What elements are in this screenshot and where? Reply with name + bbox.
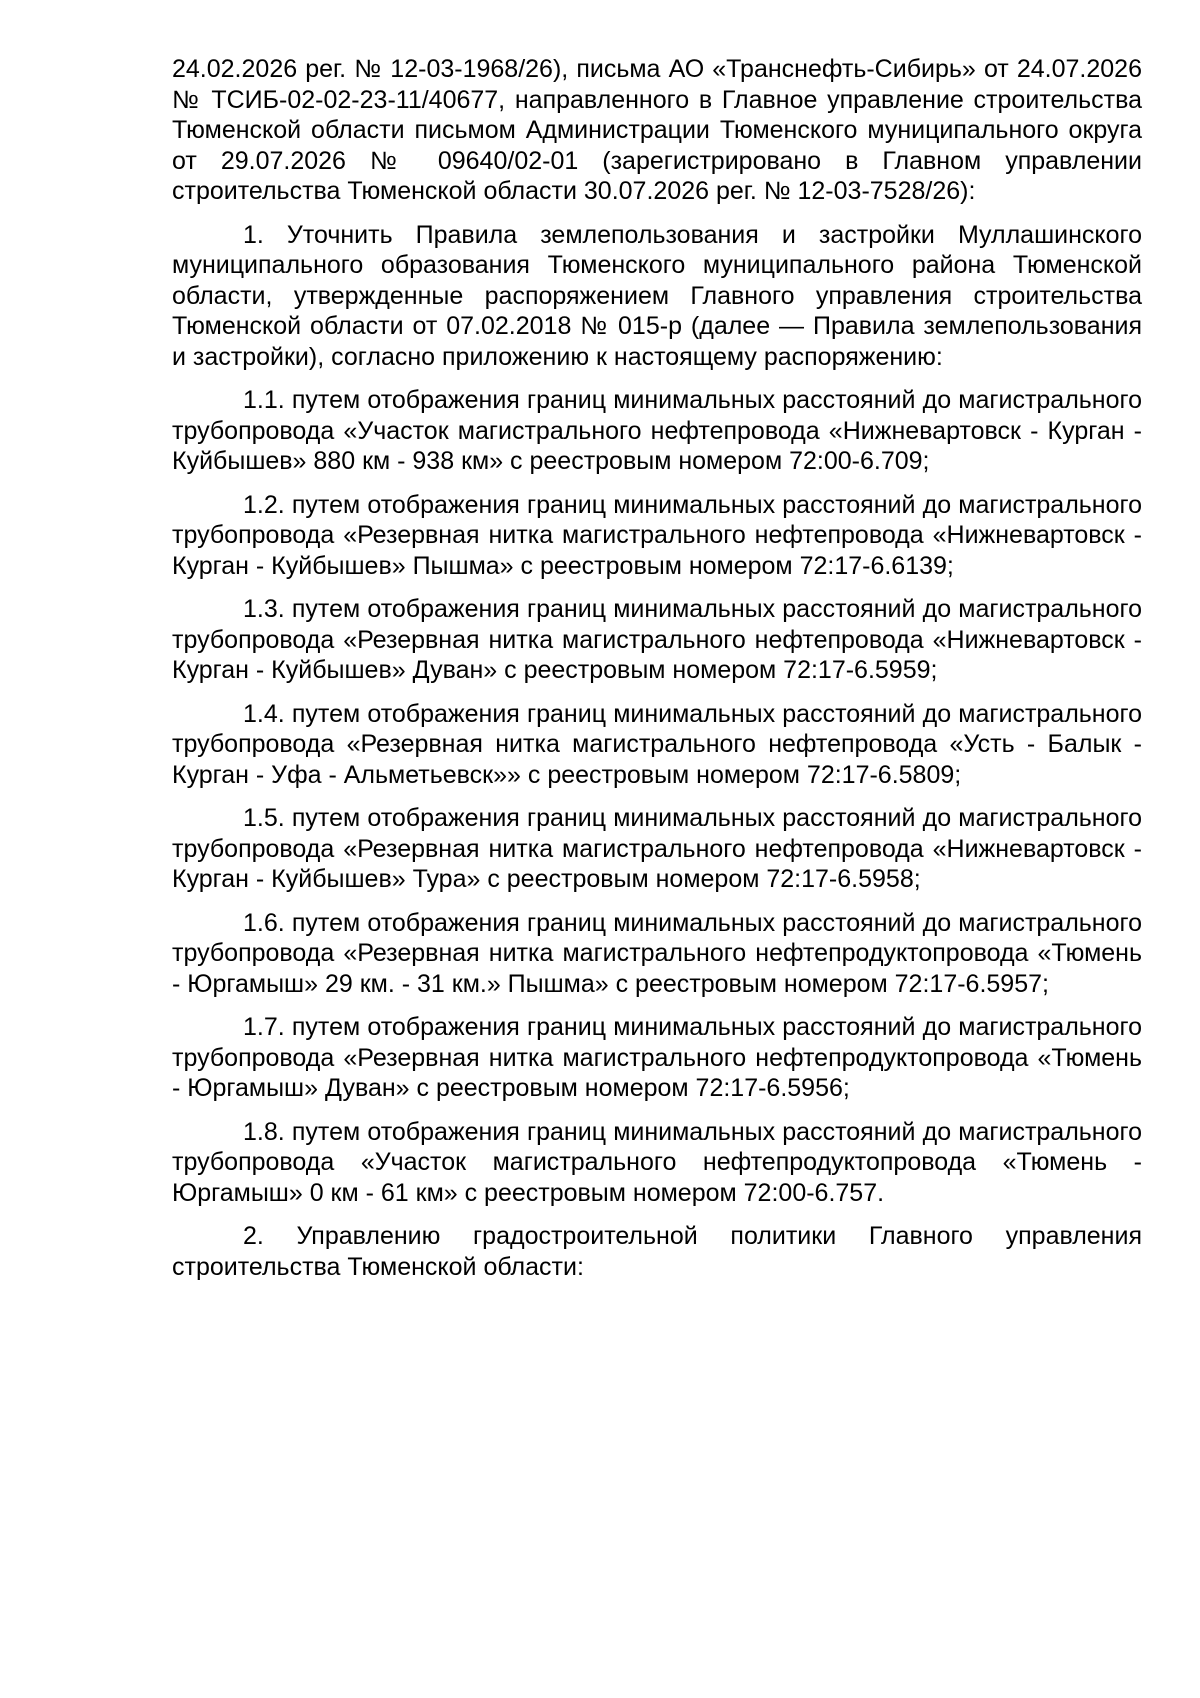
- paragraph-item-1-6: 1.6. путем отображения границ минимальных расстояний до магистрального трубопровода «Резервная нитка магистрального нефтепродуктопровода «Тюмень - Юргамыш» 29 км. - 31 км.» Пышма» с реестровым номером 72:17-6.5957;: [172, 908, 1142, 998]
- paragraph-item-1-1: 1.1. путем отображения границ минимальных расстояний до магистрального трубопровода «Участок магистрального нефтепровода «Нижневартовск - Курган - Куйбышев» 880 км - 938 км» с реестровым номером 72:00-6.709;: [172, 386, 1142, 475]
- paragraph-item-1-2: 1.2. путем отображения границ минимальных расстояний до магистрального трубопровода «Резервная нитка магистрального нефтепровода «Нижневартовск - Курган - Куйбышев» Пышма» с реестровым номером 72:17-6.6139;: [172, 490, 1142, 580]
- document-page: [172, 54, 1142, 1295]
- paragraph-item-1-7: 1.7. путем отображения границ минимальных расстояний до магистрального трубопровода «Резервная нитка магистрального нефтепродуктопровода «Тюмень - Юргамыш» Дуван» с реестровым номером 72:17-6.5956;: [172, 1013, 1142, 1102]
- paragraph-item-1-4: 1.4. путем отображения границ минимальных расстояний до магистрального трубопровода «Резервная нитка магистрального нефтепровода «Усть - Балык - Курган - Уфа - Альметьевск»» с реестровым номером 72:17-6.5809;: [172, 699, 1142, 789]
- paragraph-item-1-3: 1.3. путем отображения границ минимальных расстояний до магистрального трубопровода «Резервная нитка магистрального нефтепровода «Нижневартовск - Курган - Куйбышев» Дуван» с реестровым номером 72:17-6.5959;: [172, 595, 1142, 684]
- paragraph-preamble-continuation: 24.02.2026 рег. № 12-03-1968/26), письма АО «Транснефть-Сибирь» от 24.07.2026 № ТСИБ-02-02-23-11/40677, направленного в Главное управление строительства Тюменской области письмом Администрации Тюменского муниципального округа от 29.07.2026 № 09640/02-01 (зарегистрировано в Главном управлении строительства Тюменской области 30.07.2026 рег. № 12-03-7528/26):: [172, 55, 1142, 205]
- paragraph-item-2: 2. Управлению градостроительной политики Главного управления строительства Тюменской области:: [172, 1222, 1142, 1281]
- paragraph-item-1-5: 1.5. путем отображения границ минимальных расстояний до магистрального трубопровода «Резервная нитка магистрального нефтепровода «Нижневартовск - Курган - Куйбышев» Тура» с реестровым номером 72:17-6.5958;: [172, 804, 1142, 893]
- paragraph-item-1: 1. Уточнить Правила землепользования и застройки Муллашинского муниципального образования Тюменского муниципального района Тюменской области, утвержденные распоряжением Главного управления строительства Тюменской области от 07.02.2018 № 015-р (далее — Правила землепользования и застройки), согласно приложению к настоящему распоряжению:: [172, 220, 1142, 371]
- paragraph-item-1-8: 1.8. путем отображения границ минимальных расстояний до магистрального трубопровода «Участок магистрального нефтепродуктопровода «Тюмень - Юргамыш» 0 км - 61 км» с реестровым номером 72:00-6.757.: [172, 1117, 1142, 1207]
